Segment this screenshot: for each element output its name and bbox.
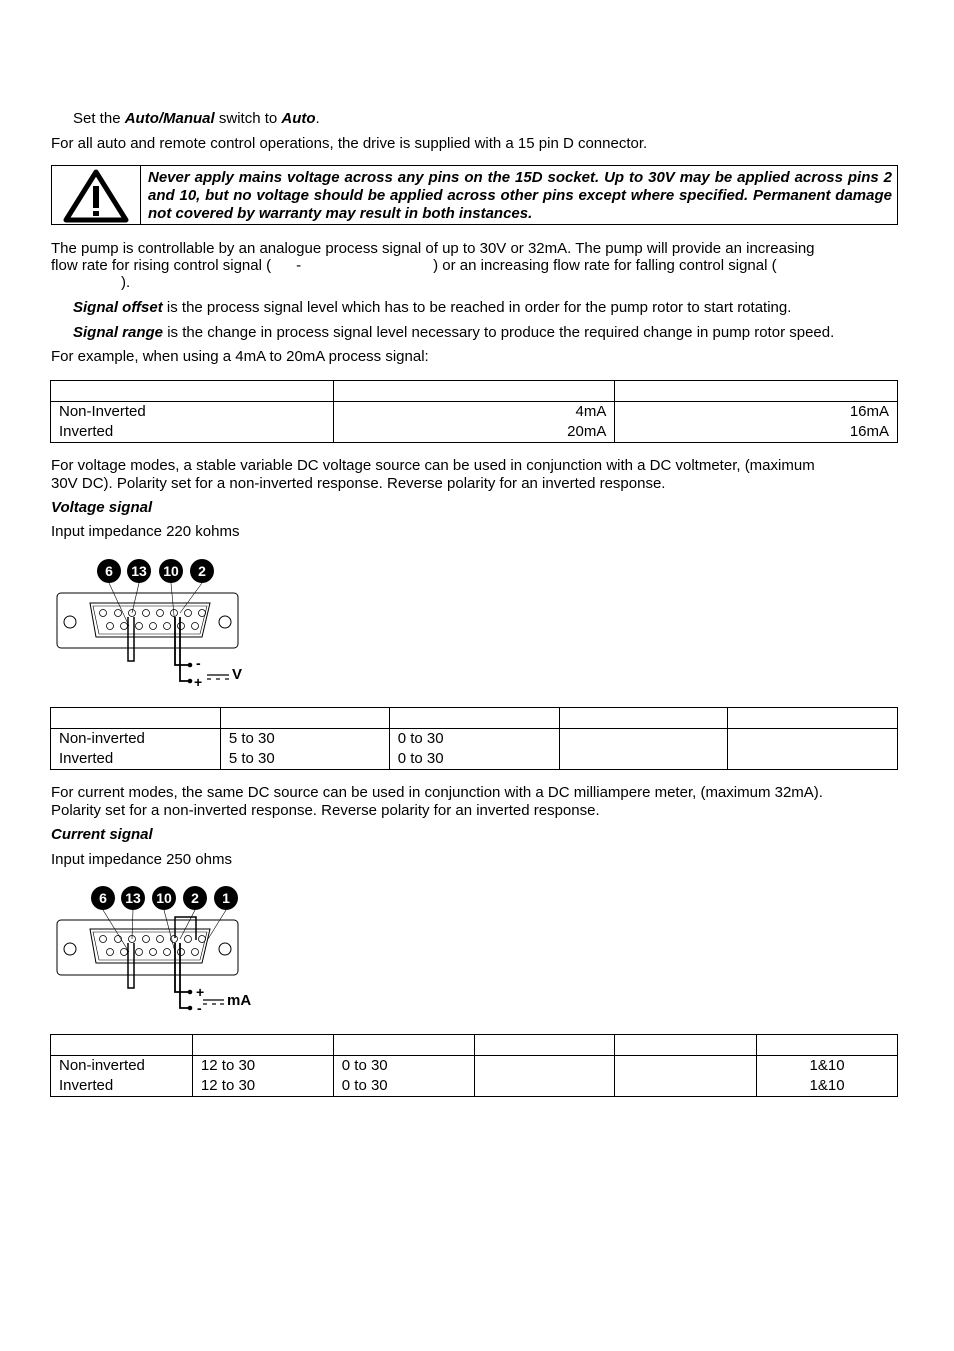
table-row: Inverted 12 to 30 0 to 30 1&10: [51, 1076, 898, 1097]
voltage-heading: Voltage signal: [51, 499, 153, 516]
plus-sign: +: [196, 984, 205, 1000]
current-heading: Current signal: [51, 826, 153, 843]
process-line-2: flow rate for rising control signal ( - ) or an increasing flow rate for falling control signal (: [51, 257, 777, 274]
table-header-row: [51, 1035, 898, 1056]
table-row: Non-Inverted 4mA 16mA: [51, 402, 898, 423]
auto-word: Auto: [281, 110, 316, 127]
table-header-row: [51, 708, 898, 729]
example-intro: For example, when using a 4mA to 20mA process signal:: [51, 348, 429, 365]
signal-offset-definition: Signal offset is the process signal level which has to be reached in order for the pump rotor to start rotating.: [73, 299, 792, 316]
table-row: Non-inverted 12 to 30 0 to 30 1&10: [51, 1056, 898, 1077]
current-impedance: Input impedance 250 ohms: [51, 851, 232, 868]
pin-badges: [97, 559, 214, 583]
table-row: Inverted 20mA 16mA: [51, 422, 898, 443]
pin-badge: 13: [125, 890, 141, 906]
pin-badge: 6: [99, 890, 107, 906]
warning-text: Never apply mains voltage across any pins on the 15D socket. Up to 30V may be applied across pins 2 and 10, but no voltage should be applied across other pins except where specified. Permanent damage not covered by warranty may result in both instances.: [148, 169, 892, 222]
pin-badge: 1: [222, 890, 230, 906]
pin-badge: 13: [131, 563, 147, 579]
example-table: [50, 380, 898, 443]
process-line-1: The pump is controllable by an analogue process signal of up to 30V or 32mA. The pump will provide an increasing: [51, 240, 815, 257]
voltage-para-1: For voltage modes, a stable variable DC voltage source can be used in conjunction with a DC voltmeter, (maximum: [51, 457, 815, 474]
pin-badge: 6: [105, 563, 113, 579]
pin-badge: 2: [191, 890, 199, 906]
voltage-connector-diagram: [50, 555, 260, 690]
signal-range-definition: Signal range is the change in process signal level necessary to produce the required change in pump rotor speed.: [73, 324, 835, 341]
pin-badges: [91, 886, 238, 910]
switch-name: Auto/Manual: [124, 110, 215, 127]
minus-sign: -: [196, 655, 201, 671]
plus-sign: +: [194, 674, 203, 690]
voltage-para-2: 30V DC). Polarity set for a non-inverted response. Reverse polarity for an inverted response.: [51, 475, 666, 492]
unit-label: mA: [227, 992, 252, 1009]
unit-label: V: [232, 666, 243, 683]
connector-text: For all auto and remote control operations, the drive is supplied with a 15 pin D connector.: [51, 135, 648, 152]
voltage-impedance: Input impedance 220 kohms: [51, 523, 240, 540]
warning-icon-cell: [52, 166, 141, 224]
table-row: Non-inverted 5 to 30 0 to 30: [51, 729, 898, 750]
pin-badge: 10: [163, 563, 179, 579]
current-para-2: Polarity set for a non-inverted response. Reverse polarity for an inverted response.: [51, 802, 600, 819]
table-header-row: [51, 381, 898, 402]
pin-badge: 2: [198, 563, 206, 579]
current-para-1: For current modes, the same DC source can be used in conjunction with a DC milliampere meter, (maximum 32mA).: [51, 784, 823, 801]
auto-manual-instruction: Set the Auto/Manual switch to Auto.: [73, 110, 320, 127]
current-connector-diagram: [50, 882, 265, 1017]
pin-badge: 10: [156, 890, 172, 906]
warning-box: [51, 165, 898, 225]
voltage-table: [50, 707, 898, 770]
warning-icon: [52, 166, 140, 224]
table-row: Inverted 5 to 30 0 to 30: [51, 749, 898, 770]
process-line-3: ).: [121, 274, 131, 291]
minus-sign: -: [197, 1000, 202, 1016]
current-table: [50, 1034, 898, 1097]
